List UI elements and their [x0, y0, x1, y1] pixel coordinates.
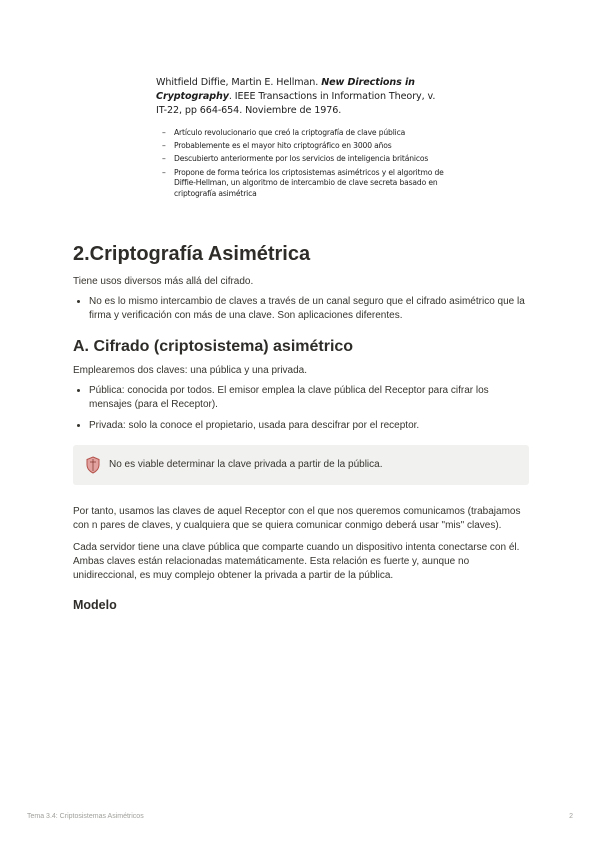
- citation-authors: Whitfield Diffie, Martin E. Hellman.: [156, 77, 319, 88]
- reference-list-item: – Descubierto anteriormente por los servicios de inteligencia británicos: [162, 154, 429, 164]
- callout-text: No es viable determinar la clave privada a partir de la pública.: [109, 459, 383, 470]
- list-item: • No es lo mismo intercambio de claves a través de un canal seguro que el cifrado asimétrico que la firma y verificación con más de una clave. Son aplicaciones diferentes.: [89, 295, 529, 323]
- reference-bullet-list: [156, 128, 446, 199]
- reference-excerpt-image: [156, 76, 446, 202]
- callout-box: [73, 445, 529, 485]
- shield-icon: [85, 456, 101, 474]
- citation-title: New Directions in Cryptography: [156, 77, 415, 102]
- page-footer: [27, 813, 573, 820]
- subsection-bullet-list: [73, 384, 529, 433]
- citation-details: . IEEE Transactions in Information Theory, v. IT-22, pp 664-654. Noviembre de 1976.: [156, 91, 436, 116]
- subsection-title: A. Cifrado (criptosistema) asimétrico: [73, 338, 354, 355]
- reference-list-item: – Propone de forma teórica los criptosistemas asimétricos y el algoritmo de Diffie-Hellman, un algoritmo de intercambio de clave secreta basado en criptografía asimétrica: [162, 167, 444, 198]
- section-intro: Tiene usos diversos más allá del cifrado.: [73, 276, 254, 287]
- reference-list-item: – Artículo revolucionario que creó la criptografía de clave pública: [162, 128, 406, 137]
- list-item: • Privada: solo la conoce el propietario, usada para descifrar por el receptor.: [89, 419, 529, 433]
- main-content: [73, 241, 529, 613]
- page-number: 2: [569, 813, 573, 820]
- paragraph: Por tanto, usamos las claves de aquel Receptor con el que nos queremos comunicamos (trabajamos con n pares de claves, y cualquiera que se quiera comunicar conmigo deberá usar "mis" claves).: [73, 506, 521, 531]
- list-item: • Pública: conocida por todos. El emisor emplea la clave pública del Receptor para cifrar los mensajes (para el Receptor).: [89, 384, 529, 412]
- reference-list-item: – Probablemente es el mayor hito criptográfico en 3000 años: [162, 141, 392, 151]
- section-bullet-list: [73, 295, 529, 323]
- section-title: 2.Criptografía Asimétrica: [73, 243, 311, 265]
- subsection-intro: Emplearemos dos claves: una pública y una privada.: [73, 365, 308, 376]
- footer-title: Tema 3.4: Criptosistemas Asimétricos: [27, 813, 144, 820]
- modelo-heading: Modelo: [73, 598, 117, 612]
- paragraph: Cada servidor tiene una clave pública que comparte cuando un dispositivo intenta conectarse con él. Ambas claves están relacionadas matemáticamente. Esta relación es fuerte y, aunque no unidireccional, es muy complejo obtener la privada a partir de la pública.: [73, 542, 520, 581]
- reference-citation: [156, 76, 446, 118]
